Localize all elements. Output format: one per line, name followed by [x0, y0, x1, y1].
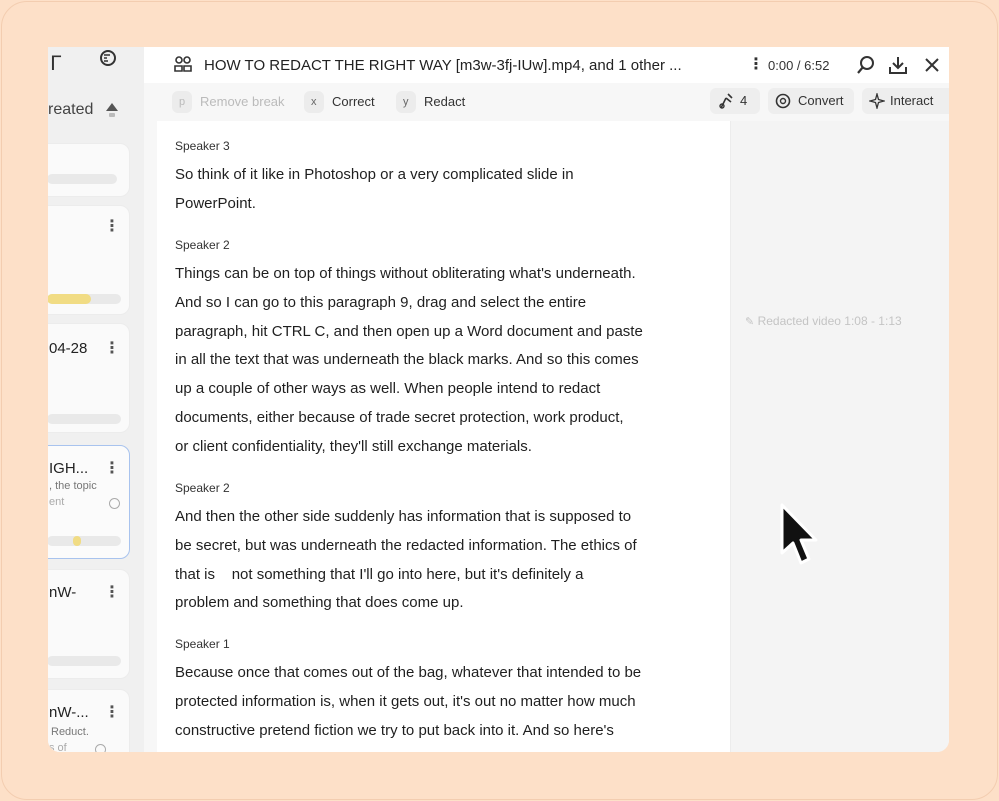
- speaker-label[interactable]: Speaker 1: [175, 637, 230, 651]
- interact-button[interactable]: [862, 88, 949, 114]
- convert-icon: [775, 93, 791, 109]
- project-card[interactable]: [48, 143, 130, 197]
- transcript-line: documents, either because of trade secret protection, work product,: [175, 408, 624, 426]
- page-title: HOW TO REDACT THE RIGHT WAY [m3w-3fj-IUw].mp4, and 1 other ...: [204, 57, 682, 74]
- project-card[interactable]: [48, 205, 130, 315]
- speaker-label[interactable]: Speaker 2: [175, 481, 230, 495]
- project-snippet: ent: [49, 496, 65, 508]
- users-icon[interactable]: [174, 55, 192, 73]
- project-card[interactable]: [48, 323, 130, 433]
- redaction-note[interactable]: [745, 314, 902, 328]
- transcript-line: protected information is, when it gets out, it's out no matter how much: [175, 692, 636, 710]
- mouse-pointer-icon: [780, 503, 820, 571]
- more-options-icon[interactable]: ⋮: [748, 56, 764, 73]
- project-title: 04-28: [49, 340, 88, 357]
- transcript-line: So think of it like in Photoshop or a very complicated slide in: [175, 166, 574, 183]
- progress-fill: [73, 536, 81, 546]
- speakers-count: 4: [740, 93, 748, 108]
- sparkle-icon: [869, 93, 885, 109]
- transcript-line: or client confidentiality, they'll still exchange materials.: [175, 437, 532, 455]
- progress-bar: [48, 414, 121, 424]
- emoji-icon[interactable]: [95, 744, 106, 752]
- more-options-icon[interactable]: ⋮: [104, 704, 119, 721]
- download-icon[interactable]: [888, 55, 908, 75]
- progress-bar: [48, 294, 121, 304]
- sidebar: [48, 47, 144, 752]
- transcript-line: constructive pretend fiction we try to put back into it. And so here's: [175, 721, 614, 739]
- header: [144, 47, 949, 83]
- correct-button[interactable]: Correct: [332, 94, 375, 109]
- project-card-active[interactable]: [48, 445, 130, 559]
- project-snippet: Reduct.: [51, 726, 89, 738]
- sort-arrow-icon[interactable]: [106, 103, 118, 111]
- project-card[interactable]: [48, 689, 130, 752]
- transcript-line: paragraph, hit CTRL C, and then open up a Word document and paste: [175, 322, 643, 340]
- speaker-count-icon: [718, 93, 734, 109]
- remove-break-button[interactable]: Remove break: [200, 94, 285, 109]
- progress-bar: [48, 656, 121, 666]
- transcript-line: Things can be on top of things without obliterating what's underneath.: [175, 265, 636, 282]
- sort-arrow-down-icon: [109, 113, 115, 117]
- more-options-icon[interactable]: ⋮: [104, 460, 119, 477]
- search-document-icon[interactable]: [98, 49, 118, 69]
- redaction-note-label: Redacted video 1:08 - 1:13: [757, 314, 902, 328]
- progress-fill: [48, 294, 91, 304]
- transcript-paragraph[interactable]: [175, 503, 715, 618]
- speaker-label[interactable]: Speaker 3: [175, 139, 230, 153]
- transcript-line: problem and something that does come up.: [175, 594, 464, 612]
- shortcut-key: y: [396, 91, 416, 113]
- filter-icon[interactable]: ᒥ: [50, 53, 62, 75]
- redact-button[interactable]: Redact: [424, 94, 466, 109]
- toolbar: [144, 83, 949, 121]
- more-options-icon[interactable]: ⋮: [104, 584, 119, 601]
- transcript-panel[interactable]: [157, 121, 730, 752]
- shortcut-key: p: [172, 91, 192, 113]
- transcript-line: be secret, but was underneath the redacted information. The ethics of: [175, 536, 637, 554]
- progress-bar: [48, 536, 121, 546]
- transcript-line: PowerPoint.: [175, 194, 256, 212]
- progress-bar: [48, 174, 117, 184]
- emoji-icon[interactable]: [109, 498, 120, 509]
- project-snippet: s of: [49, 742, 67, 752]
- transcript-line: in all the text that was underneath the black marks. And so this comes: [175, 351, 639, 369]
- transcript-paragraph[interactable]: [175, 161, 715, 219]
- convert-button[interactable]: [768, 88, 854, 114]
- transcript-paragraph[interactable]: [175, 659, 715, 745]
- more-options-icon[interactable]: ⋮: [104, 218, 119, 235]
- sidebar-top: [48, 47, 144, 85]
- interact-label: Interact: [890, 93, 934, 108]
- speaker-label[interactable]: Speaker 2: [175, 238, 230, 252]
- transcript-line: that is not something that I'll go into here, but it's definitely a: [175, 565, 584, 583]
- transcript-line: And so I can go to this paragraph 9, drag and select the entire: [175, 293, 587, 311]
- close-icon[interactable]: [924, 57, 940, 73]
- project-title: nW-: [49, 584, 77, 601]
- transcript-line: Because once that comes out of the bag, whatever that intended to be: [175, 664, 642, 681]
- playback-time: 0:00 / 6:52: [768, 58, 830, 73]
- transcript-paragraph[interactable]: [175, 260, 715, 462]
- sort-created[interactable]: reated: [48, 101, 94, 118]
- project-title: nW-...: [49, 704, 89, 721]
- project-snippet: , the topic: [49, 480, 97, 492]
- transcript-line: up a couple of other ways as well. When people intend to redact: [175, 380, 601, 398]
- transcript-line: And then the other side suddenly has information that is supposed to: [175, 508, 632, 525]
- convert-label: Convert: [798, 93, 844, 108]
- redact-icon: ✎: [745, 316, 755, 328]
- app-window: [48, 47, 949, 752]
- search-icon[interactable]: [856, 55, 876, 75]
- speakers-button[interactable]: [710, 88, 760, 114]
- annotations-pane: [730, 121, 949, 752]
- shortcut-key: x: [304, 91, 324, 113]
- project-card[interactable]: [48, 569, 130, 679]
- more-options-icon[interactable]: ⋮: [104, 340, 119, 357]
- project-title: IGH...: [49, 460, 89, 477]
